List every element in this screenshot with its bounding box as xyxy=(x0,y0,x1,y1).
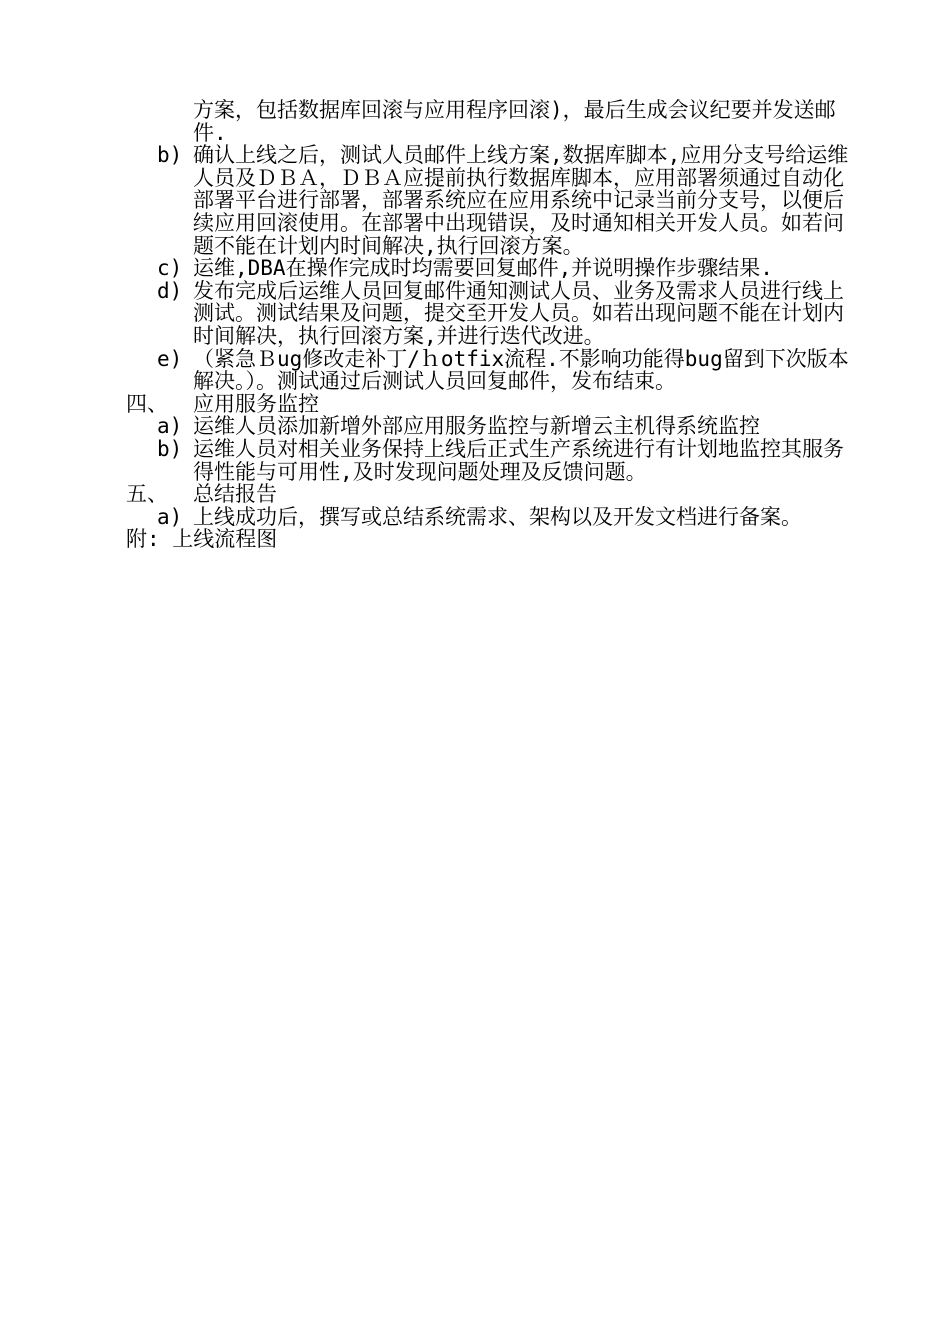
section4-item-b xyxy=(0,438,853,483)
section-title: 应用服务监控 xyxy=(193,391,319,416)
section5-item-a xyxy=(0,506,853,529)
continuation-paragraph: 方案，包括数据库回滚与应用程序回滚)，最后生成会议纪要并发送邮件. xyxy=(193,98,836,145)
section-number: 五、 xyxy=(126,482,168,507)
list-item-text: 运维人员对相关业务保持上线后正式生产系统进行有计划地监控其服务得性能与可用性,及时发现问题处理及反馈问题。 xyxy=(193,436,844,484)
section-number: 四、 xyxy=(126,391,168,416)
section-heading-4 xyxy=(0,393,950,416)
list-item-text: 确认上线之后，测试人员邮件上线方案,数据库脚本,应用分支号给运维人员及ＤＢＡ，ＤＢＡ应提前执行数据库脚本，应用部署须通过自动化部署平台进行部署，部署系统应在应用系统中记录当前分支号，以便后续应用回滚使用。在部署中出现错误，及时通知相关开发人员。如若问题不能在计划内时间解决,执行回滚方案。 xyxy=(193,143,849,258)
list-item-text: 运维,DBA在操作完成时均需要回复邮件,并说明操作步骤结果. xyxy=(193,256,773,281)
document-body xyxy=(0,99,950,551)
list-item-c xyxy=(0,257,853,280)
list-marker: a) xyxy=(157,414,183,439)
list-item-e xyxy=(0,348,853,393)
list-item-text: 发布完成后运维人员回复邮件通知测试人员、业务及需求人员进行线上测试。测试结果及问题，提交至开发人员。如若出现问题不能在计划内时间解决，执行回滚方案,并进行迭代改进。 xyxy=(193,278,844,348)
list-marker: c) xyxy=(157,256,183,281)
list-marker: b) xyxy=(157,143,183,168)
list-item-d xyxy=(0,280,853,348)
appendix-line: 附: 上线流程图 xyxy=(126,527,278,552)
list-item-text: 上线成功后，撰写或总结系统需求、架构以及开发文档进行备案。 xyxy=(193,504,802,529)
list-item-b xyxy=(0,144,853,257)
list-marker: b) xyxy=(157,436,183,461)
section4-item-a xyxy=(0,415,853,438)
list-marker: a) xyxy=(157,504,183,529)
list-marker: d) xyxy=(157,278,183,303)
list-item-text: （紧急Ｂug修改走补丁/ｈotfix流程.不影响功能得bug留到下次版本解决。）。测试通过后测试人员回复邮件，发布结束。 xyxy=(193,346,849,394)
section-title: 总结报告 xyxy=(193,482,277,507)
list-marker: e) xyxy=(157,346,183,371)
section-heading-5 xyxy=(0,483,950,506)
list-item-text: 运维人员添加新增外部应用服务监控与新增云主机得系统监控 xyxy=(193,414,760,439)
